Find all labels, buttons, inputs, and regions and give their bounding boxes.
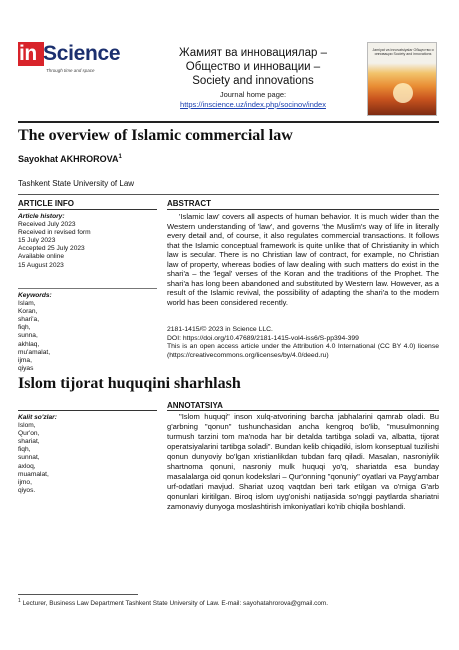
- affiliation-divider: [18, 194, 439, 195]
- uzbek-keywords-label: Kalit so'zlar:: [18, 414, 57, 421]
- abstract-rule: [167, 209, 439, 210]
- keyword-item: fiqh,: [18, 324, 31, 332]
- journal-logo: [18, 42, 140, 82]
- footnote-mark: 1: [18, 598, 21, 604]
- annotatsiya-text: "Islom huquqi" inson xulq-atvorining barcha jabhalarini qamrab oladi. Bu g'arbning "qonun" tushunchasidan ancha kengroq bo'lib, "musulmonning turmush tarzini tom ma'noda har bir detalda tartibga soladi va, albatta, tijorat operatsiyalarini tartibga soladi". Bundan kelib chiqadiki, islom konseptual tuzilishi qonun dunyoviy bo'lgan xristianlikdan tubdan farq qiladi. Masalan, nasroniylik shartnoma qonuni, nasroniy mulk huquqi yo'q, shariatda esa bunday masalalarga oid qonun kodekslari – Qur'onning "qonuniy" oyatlari va Payg'ambar urf-odatlari mavjud. Shariat uzoq vaqtdan beri tark etilgan va o'rniga G'arb qonunlari kiritilgan. Biroq islom uyg'onishi natijasida so'nggi paytlarda shariatni zamonaviy dunyoga moslashtirish imkoniyatlari ko'rib chiqila boshlandi.: [167, 412, 439, 511]
- uzbek-keyword-item: fiqh,: [18, 446, 31, 454]
- journal-title-line-2: Общество и инновации –: [185, 61, 321, 73]
- author-name-text: Sayokhat AKHROROVA: [18, 154, 119, 164]
- author-footnote-mark: 1: [118, 154, 122, 160]
- article-info-heading: ARTICLE INFO: [18, 199, 74, 208]
- keyword-item: Islam,: [18, 300, 36, 308]
- journal-header: [148, 46, 358, 110]
- journal-title-line-3: Society and innovations: [192, 75, 314, 87]
- uzbek-keywords-block: [18, 414, 157, 495]
- keywords-block: [18, 292, 157, 373]
- keyword-item: sunna,: [18, 332, 38, 340]
- uzbek-keyword-item: sunnat,: [18, 454, 40, 462]
- keyword-item: akhlaq,: [18, 340, 40, 348]
- history-line: Received July 2023: [18, 221, 76, 229]
- uzbek-keyword-item: axloq,: [18, 462, 36, 470]
- homepage-link[interactable]: https://inscience.uz/index.php/socinov/index: [180, 100, 326, 109]
- history-line: Received in revised form: [18, 229, 91, 237]
- keyword-item: mu'amalat,: [18, 348, 51, 356]
- author-name: [18, 154, 122, 164]
- history-divider: [18, 288, 157, 289]
- cover-title: Jamiyat va innovatsiyalar Общество и инновации Society and innovations: [372, 48, 434, 57]
- author-affiliation: Tashkent State University of Law: [18, 179, 135, 188]
- keyword-item: Koran,: [18, 308, 38, 316]
- uzbek-keyword-item: qiyos.: [18, 486, 36, 494]
- doi-link[interactable]: DOI: https://doi.org/10.47689/2181-1415-vol4-iss6/S-pp394-399: [167, 334, 359, 342]
- abstract-text: 'Islamic law' covers all aspects of human behavior. It is much wider than the Western understanding of 'law', and governs 'the Muslim's way of life in literally every detail and, of course, it also regulates commercial transactions. It follows that the Islamic conceptual framework is quite unlike that of Christianity in which law is secular. There is no Christian law of contract, for example, no Christian law of property, whereas bodies of law dealing with such matters do exist in the shari'a – the 'legal' verses of the Koran and the traditions of the Prophet. The shari'a has long been abandoned and substituted by Western law. However, as a result of the Islamic revival, the possibility of adapting the shari'a to the modern world has been considered recently.: [167, 212, 439, 307]
- history-line: 15 July 2023: [18, 237, 56, 245]
- history-line: 15 August 2023: [18, 261, 64, 269]
- kalit-rule: [18, 410, 157, 411]
- uzbek-keyword-item: Islom,: [18, 422, 36, 430]
- copyright-line: 2181-1415/© 2023 in Science LLC.: [167, 326, 273, 333]
- history-line: Available online: [18, 253, 65, 261]
- history-line: Accepted 25 July 2023: [18, 245, 85, 253]
- logo-tagline: Through time and space: [46, 68, 95, 73]
- abstract-heading: ABSTRACT: [167, 199, 211, 208]
- article-title: The overview of Islamic commercial law: [18, 127, 293, 144]
- uzbek-keyword-item: ijmo,: [18, 478, 32, 486]
- keywords-label: Keywords:: [18, 292, 52, 299]
- keyword-item: qiyas: [18, 364, 34, 372]
- footnote-text: Lecturer, Business Law Department Tashkent State University of Law. E-mail: sayohatahrorova@gmail.com.: [22, 600, 329, 608]
- journal-cover-image: [367, 42, 437, 116]
- logo-science-text: Science: [43, 42, 121, 65]
- abstract-meta: [167, 326, 439, 360]
- license-text: This is an open access article under the Attribution 4.0 International (CC BY 4.0) license (https://creativecommons.org/licenses/by/4.0/deed.ru): [167, 343, 439, 359]
- header-divider: [18, 121, 439, 123]
- article-history: [18, 213, 157, 270]
- footnote-divider: [18, 594, 138, 595]
- homepage-label: Journal home page:: [219, 90, 287, 99]
- article-info-rule: [18, 209, 157, 210]
- uzbek-keyword-item: Qur'on,: [18, 430, 40, 438]
- logo-in-text: in: [19, 42, 37, 65]
- annotatsiya-rule: [167, 410, 439, 411]
- cover-sun-graphic: [393, 83, 413, 103]
- journal-title-line-1: Жамият ва инновациялар –: [179, 47, 327, 59]
- keyword-item: ijma,: [18, 356, 32, 364]
- footnote: [18, 598, 328, 607]
- uzbek-title: Islom tijorat huquqini sharhlash: [18, 375, 241, 392]
- article-history-label: Article history:: [18, 213, 65, 220]
- keyword-item: shari'a,: [18, 316, 40, 324]
- uzbek-keyword-item: shariat,: [18, 438, 40, 446]
- uzbek-keyword-item: muamalat,: [18, 470, 49, 478]
- annotatsiya-heading: ANNOTATSIYA: [167, 401, 223, 410]
